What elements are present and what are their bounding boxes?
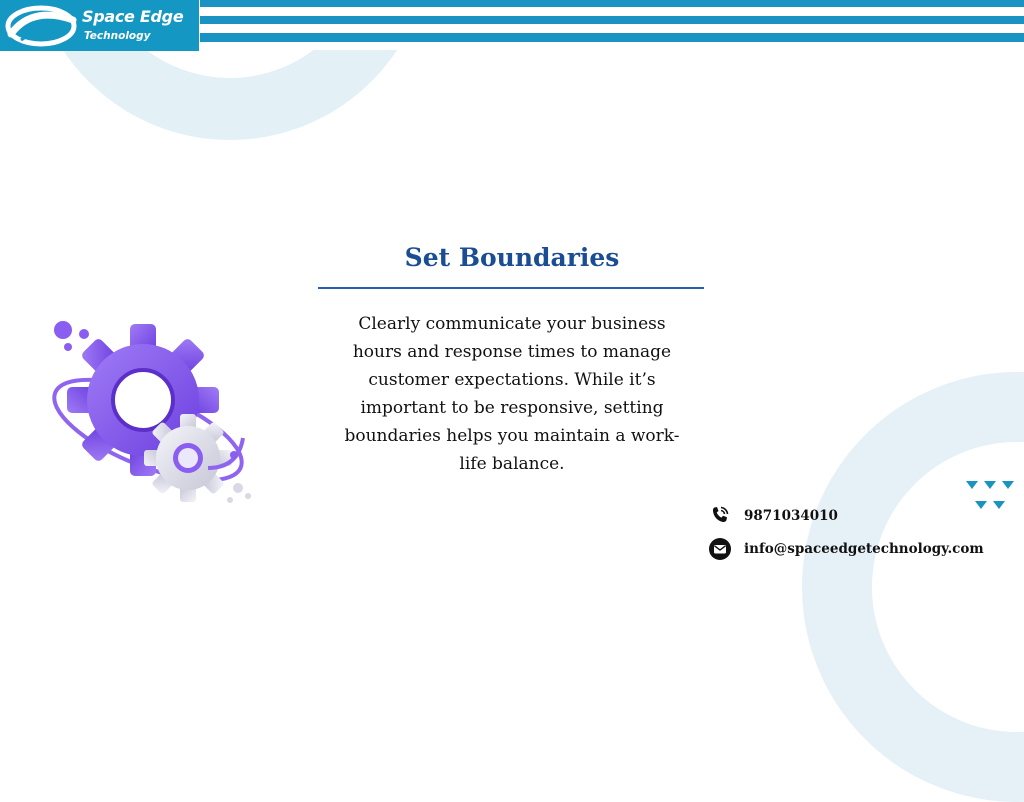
decorative-ring-bottom-right xyxy=(802,372,1024,802)
contact-phone[interactable] xyxy=(708,504,838,528)
brand-tagline: Technology xyxy=(84,30,151,42)
swoosh-logo-icon xyxy=(5,4,77,48)
gears-icon xyxy=(38,318,258,518)
phone-number: 9871034010 xyxy=(744,508,838,524)
brand-logo[interactable] xyxy=(0,0,199,51)
phone-icon xyxy=(708,504,732,528)
slide-body: Clearly communicate your business hours and response times to manage customer expectations. While it’s important to be responsive, setting boundaries helps you maintain a work-life balance. xyxy=(344,314,680,474)
brand-name: Space Edge xyxy=(82,7,184,26)
title-divider xyxy=(318,287,704,289)
email-address: info@spaceedgetechnology.com xyxy=(744,541,984,557)
email-icon xyxy=(708,537,732,561)
contact-email[interactable] xyxy=(708,537,984,561)
decorative-triangles xyxy=(964,480,1020,514)
header-stripes xyxy=(200,0,1024,50)
slide-title: Set Boundaries xyxy=(404,243,620,272)
